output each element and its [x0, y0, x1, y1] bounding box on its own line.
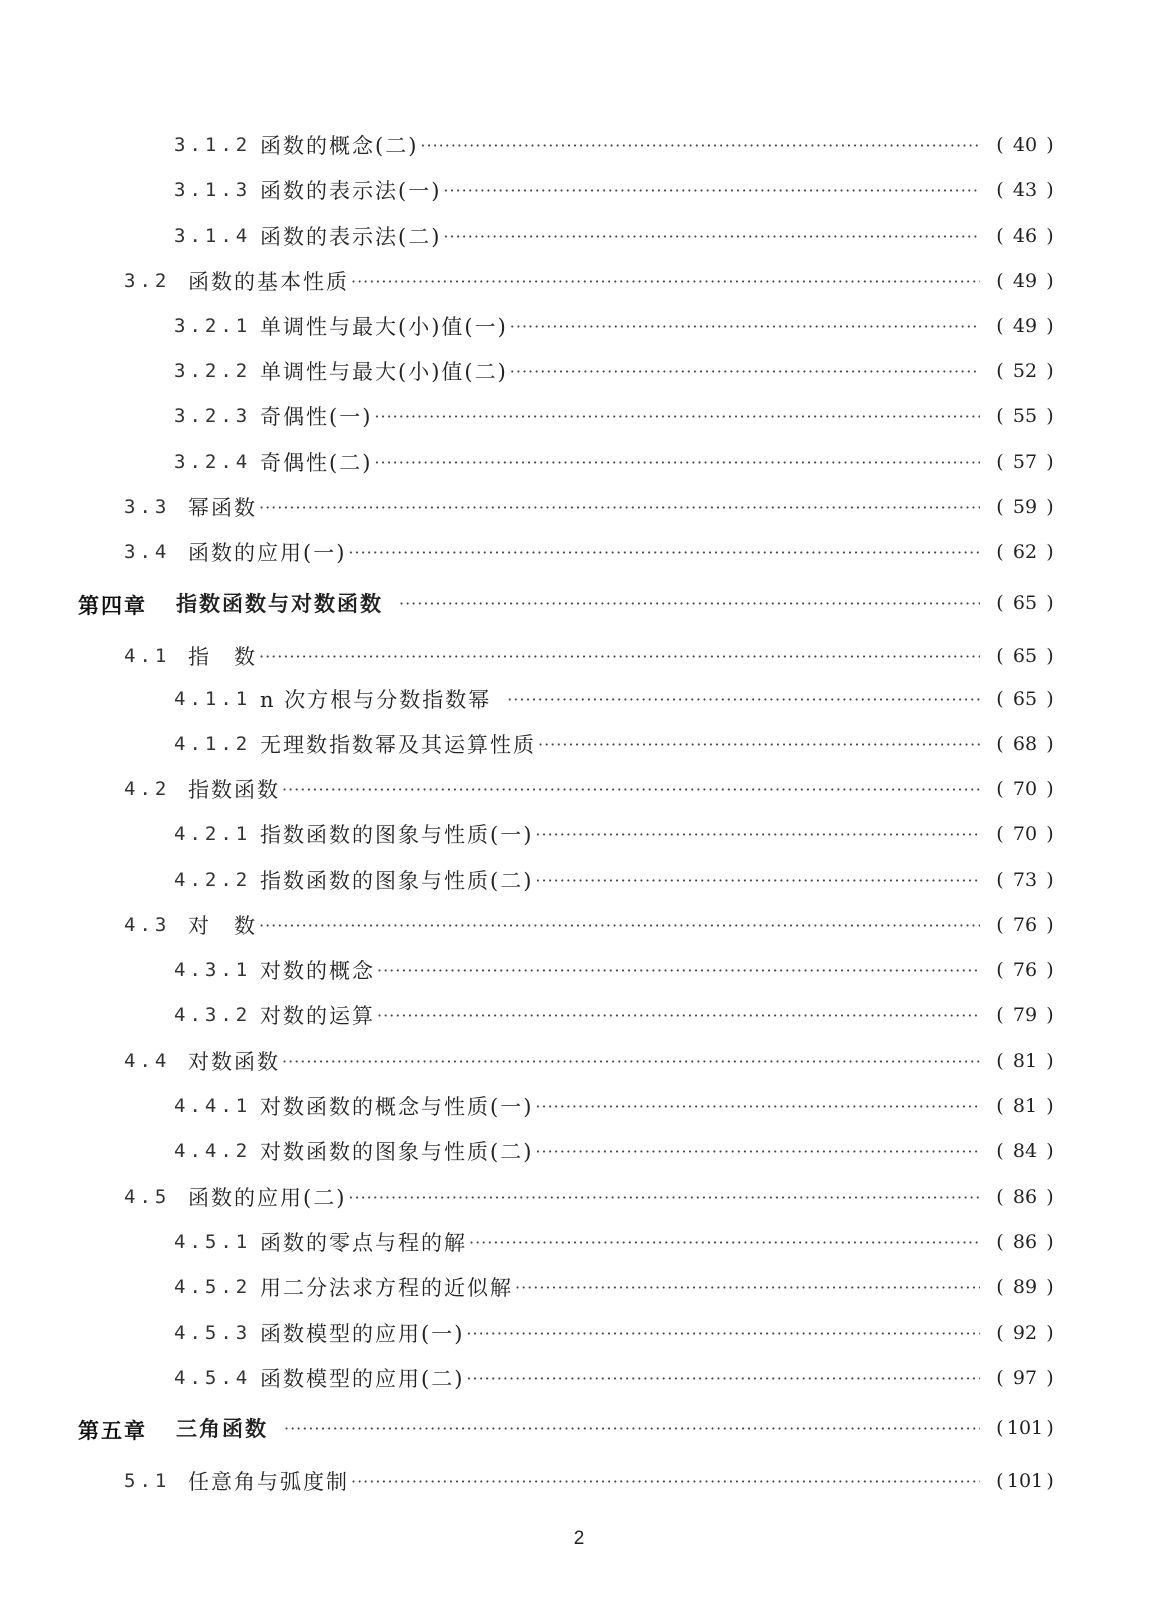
entry-title: 对数函数的图象与性质(二) — [260, 1140, 534, 1164]
entry-page: ( 65 ) — [996, 645, 1054, 667]
entry-number: 4.1 — [124, 645, 171, 667]
toc-entry[interactable] — [0, 1363, 1158, 1393]
entry-leader-line — [260, 819, 980, 849]
dot-leader — [515, 1278, 980, 1297]
dot-leader — [259, 916, 980, 935]
entry-page-number: 79 — [1012, 1004, 1038, 1026]
entry-title: 奇偶性(二) — [260, 451, 373, 475]
dot-leader — [538, 735, 980, 754]
entry-page: ( 65 ) — [996, 688, 1054, 710]
entry-title: 指数函数的图象与性质(一) — [260, 823, 534, 847]
entry-page: ( 101 ) — [996, 1417, 1054, 1439]
dot-leader — [374, 407, 980, 426]
entry-title: 幂函数 — [188, 496, 257, 520]
entry-page: ( 86 ) — [996, 1186, 1054, 1208]
entry-title: 函数的表示法(一) — [260, 179, 442, 203]
entry-number: 3.2.3 — [174, 405, 252, 427]
dot-leader — [466, 1369, 980, 1388]
entry-page-number: 101 — [1006, 1470, 1044, 1492]
entry-page: ( 73 ) — [996, 869, 1054, 891]
entry-page-number: 92 — [1012, 1322, 1038, 1344]
entry-title: 对 数 — [188, 914, 257, 938]
entry-leader-line — [188, 1046, 980, 1076]
entry-number: 4.5.4 — [174, 1367, 252, 1389]
toc-entry[interactable] — [0, 1000, 1158, 1030]
toc-entry[interactable] — [0, 910, 1158, 940]
toc-entry[interactable] — [0, 729, 1158, 759]
dot-leader — [443, 227, 980, 246]
entry-page-number: 68 — [1012, 733, 1038, 755]
chapter-title: 三角函数 — [176, 1417, 268, 1441]
dot-leader — [259, 498, 980, 517]
entry-page-number: 97 — [1012, 1367, 1038, 1389]
entry-page-number: 101 — [1006, 1417, 1044, 1439]
entry-page: ( 46 ) — [996, 225, 1054, 247]
entry-page: ( 81 ) — [996, 1095, 1054, 1117]
entry-page: ( 43 ) — [996, 179, 1054, 201]
entry-number: 3.1.3 — [174, 179, 252, 201]
entry-title: 函数模型的应用(二) — [260, 1367, 465, 1391]
entry-leader-line — [260, 1227, 980, 1257]
entry-page: ( 76 ) — [996, 914, 1054, 936]
entry-page: ( 76 ) — [996, 959, 1054, 981]
toc-entry[interactable] — [0, 1182, 1158, 1212]
entry-number: 3.1.2 — [174, 134, 252, 156]
toc-entry[interactable] — [0, 865, 1158, 895]
entry-number: 3.2.4 — [174, 451, 252, 473]
entry-leader-line — [260, 1363, 980, 1393]
entry-number: 4.4.1 — [174, 1095, 252, 1117]
entry-page-number: 86 — [1012, 1231, 1038, 1253]
entry-number: 4.3.1 — [174, 959, 252, 981]
toc-entry[interactable] — [0, 955, 1158, 985]
entry-page-number: 89 — [1012, 1276, 1038, 1298]
dot-leader — [284, 1419, 980, 1438]
entry-leader-line — [260, 1272, 980, 1302]
dot-leader — [282, 1052, 980, 1071]
entry-title: 指数函数的图象与性质(二) — [260, 869, 534, 893]
toc-entry[interactable] — [0, 819, 1158, 849]
entry-title: 任意角与弧度制 — [188, 1470, 349, 1494]
entry-page: ( 101 ) — [996, 1470, 1054, 1492]
toc-entry[interactable] — [0, 1091, 1158, 1121]
entry-number: 4.2.2 — [174, 869, 252, 891]
entry-number: 4.5.3 — [174, 1322, 252, 1344]
entry-title: 指数函数 — [188, 778, 280, 802]
dot-leader — [535, 825, 980, 844]
entry-leader-line — [188, 774, 980, 804]
entry-number: 3.4 — [124, 541, 171, 563]
entry-leader-line — [188, 910, 980, 940]
entry-leader-line — [176, 1413, 980, 1443]
entry-page: ( 68 ) — [996, 733, 1054, 755]
entry-page: ( 81 ) — [996, 1050, 1054, 1072]
toc-entry[interactable] — [0, 1227, 1158, 1257]
entry-page-number: 65 — [1012, 688, 1038, 710]
dot-leader — [351, 272, 980, 291]
dot-leader — [469, 1233, 980, 1252]
entry-leader-line — [176, 588, 980, 618]
toc-entry[interactable] — [0, 175, 1158, 205]
entry-leader-line — [260, 130, 980, 160]
entry-number: 3.2.1 — [174, 315, 252, 337]
entry-page-number: 40 — [1012, 134, 1038, 156]
entry-leader-line — [260, 401, 980, 431]
entry-title: 函数的零点与程的解 — [260, 1231, 467, 1255]
entry-page-number: 73 — [1012, 869, 1038, 891]
entry-page: ( 40 ) — [996, 134, 1054, 156]
entry-title: 函数的表示法(二) — [260, 225, 442, 249]
entry-page: ( 49 ) — [996, 270, 1054, 292]
toc-chapter-entry[interactable] — [0, 588, 1158, 618]
chapter-number: 第五章 — [78, 1419, 147, 1443]
entry-page: ( 55 ) — [996, 405, 1054, 427]
entry-page-number: 70 — [1012, 778, 1038, 800]
dot-leader — [510, 362, 980, 381]
entry-leader-line — [260, 1000, 980, 1030]
dot-leader — [351, 1472, 980, 1491]
entry-title: 函数模型的应用(一) — [260, 1322, 465, 1346]
entry-number: 3.3 — [124, 496, 171, 518]
entry-page: ( 70 ) — [996, 823, 1054, 845]
toc-entry[interactable] — [0, 774, 1158, 804]
entry-number: 4.2.1 — [174, 823, 252, 845]
entry-number: 4.5.1 — [174, 1231, 252, 1253]
entry-title: 对数的概念 — [260, 959, 375, 983]
entry-page: ( 49 ) — [996, 315, 1054, 337]
dot-leader — [420, 136, 980, 155]
dot-leader — [535, 1097, 980, 1116]
entry-leader-line — [260, 955, 980, 985]
dot-leader — [374, 453, 980, 472]
entry-page: ( 92 ) — [996, 1322, 1054, 1344]
dot-leader — [466, 1324, 980, 1343]
entry-leader-line — [188, 1182, 980, 1212]
entry-title: 单调性与最大(小)值(一) — [260, 315, 508, 339]
dot-leader — [348, 543, 980, 562]
entry-title: 函数的基本性质 — [188, 270, 349, 294]
entry-page-number: 59 — [1012, 496, 1038, 518]
chapter-title: 指数函数与对数函数 — [176, 592, 383, 616]
entry-leader-line — [260, 356, 980, 386]
entry-number: 3.2.2 — [174, 360, 252, 382]
entry-title: 函数的概念(二) — [260, 134, 419, 158]
entry-page-number: 49 — [1012, 315, 1038, 337]
entry-number: 4.5.2 — [174, 1276, 252, 1298]
entry-page-number: 65 — [1012, 592, 1038, 614]
entry-page-number: 76 — [1012, 914, 1038, 936]
entry-number: 4.1.2 — [174, 733, 252, 755]
toc-entry[interactable] — [0, 684, 1158, 714]
dot-leader — [282, 780, 980, 799]
entry-page-number: 81 — [1012, 1050, 1038, 1072]
toc-entry[interactable] — [0, 641, 1158, 671]
entry-page-number: 62 — [1012, 541, 1038, 563]
entry-title: 单调性与最大(小)值(二) — [260, 360, 508, 384]
entry-leader-line — [260, 684, 980, 714]
toc-entry[interactable] — [0, 492, 1158, 522]
entry-title: 对数函数的概念与性质(一) — [260, 1095, 534, 1119]
dot-leader — [535, 1142, 980, 1161]
entry-leader-line — [260, 175, 980, 205]
entry-number: 4.4.2 — [174, 1140, 252, 1162]
entry-page: ( 70 ) — [996, 778, 1054, 800]
entry-number: 4.3.2 — [174, 1004, 252, 1026]
entry-page: ( 89 ) — [996, 1276, 1054, 1298]
dot-leader — [259, 647, 980, 666]
dot-leader — [377, 961, 980, 980]
toc-entry[interactable] — [0, 537, 1158, 567]
entry-page: ( 84 ) — [996, 1140, 1054, 1162]
entry-leader-line — [188, 537, 980, 567]
entry-leader-line — [188, 641, 980, 671]
entry-page: ( 52 ) — [996, 360, 1054, 382]
toc-entry[interactable] — [0, 311, 1158, 341]
entry-number: 5.1 — [124, 1470, 171, 1492]
entry-page: ( 86 ) — [996, 1231, 1054, 1253]
page-number: 2 — [573, 1528, 585, 1549]
entry-leader-line — [260, 1136, 980, 1166]
entry-page-number: 43 — [1012, 179, 1038, 201]
entry-number: 3.1.4 — [174, 225, 252, 247]
toc-entry[interactable] — [0, 356, 1158, 386]
entry-number: 4.3 — [124, 914, 171, 936]
entry-page-number: 65 — [1012, 645, 1038, 667]
dot-leader — [443, 181, 980, 200]
dot-leader — [535, 871, 980, 890]
entry-page: ( 65 ) — [996, 592, 1054, 614]
dot-leader — [348, 1188, 980, 1207]
entry-page-number: 70 — [1012, 823, 1038, 845]
entry-title: 指 数 — [188, 645, 257, 669]
dot-leader — [510, 317, 980, 336]
entry-leader-line — [188, 492, 980, 522]
entry-title: 无理数指数幂及其运算性质 — [260, 733, 536, 757]
entry-title: 用二分法求方程的近似解 — [260, 1276, 513, 1300]
entry-page-number: 46 — [1012, 225, 1038, 247]
entry-page-number: 57 — [1012, 451, 1038, 473]
entry-page-number: 84 — [1012, 1140, 1038, 1162]
toc-entry[interactable] — [0, 1136, 1158, 1166]
toc-entry[interactable] — [0, 1272, 1158, 1302]
toc-entry[interactable] — [0, 1466, 1158, 1496]
entry-title: 对数函数 — [188, 1050, 280, 1074]
entry-page: ( 57 ) — [996, 451, 1054, 473]
toc-entry[interactable] — [0, 447, 1158, 477]
entry-number: 4.4 — [124, 1050, 171, 1072]
entry-title: n 次方根与分数指数幂 — [260, 688, 492, 712]
toc-entry[interactable] — [0, 1046, 1158, 1076]
entry-leader-line — [188, 1466, 980, 1496]
entry-page-number: 52 — [1012, 360, 1038, 382]
entry-page: ( 79 ) — [996, 1004, 1054, 1026]
toc-chapter-entry[interactable] — [0, 1413, 1158, 1443]
dot-leader — [399, 594, 980, 613]
toc-entry[interactable] — [0, 401, 1158, 431]
entry-title: 奇偶性(一) — [260, 405, 373, 429]
entry-number: 3.2 — [124, 270, 171, 292]
toc-entry[interactable] — [0, 130, 1158, 160]
entry-number: 4.2 — [124, 778, 171, 800]
entry-title: 对数的运算 — [260, 1004, 375, 1028]
entry-leader-line — [260, 1091, 980, 1121]
dot-leader — [507, 690, 980, 709]
entry-page-number: 76 — [1012, 959, 1038, 981]
entry-leader-line — [260, 1318, 980, 1348]
entry-leader-line — [260, 865, 980, 895]
entry-number: 4.5 — [124, 1186, 171, 1208]
entry-leader-line — [188, 266, 980, 296]
entry-page-number: 86 — [1012, 1186, 1038, 1208]
entry-leader-line — [260, 311, 980, 341]
entry-page-number: 81 — [1012, 1095, 1038, 1117]
entry-title: 函数的应用(一) — [188, 541, 347, 565]
entry-title: 函数的应用(二) — [188, 1186, 347, 1210]
entry-page: ( 59 ) — [996, 496, 1054, 518]
dot-leader — [377, 1006, 980, 1025]
entry-number: 4.1.1 — [174, 688, 252, 710]
entry-leader-line — [260, 221, 980, 251]
entry-leader-line — [260, 447, 980, 477]
entry-page: ( 97 ) — [996, 1367, 1054, 1389]
entry-page-number: 55 — [1012, 405, 1038, 427]
toc-entry[interactable] — [0, 266, 1158, 296]
entry-page: ( 62 ) — [996, 541, 1054, 563]
entry-leader-line — [260, 729, 980, 759]
toc-entry[interactable] — [0, 1318, 1158, 1348]
chapter-number: 第四章 — [78, 594, 147, 618]
entry-page-number: 49 — [1012, 270, 1038, 292]
toc-entry[interactable] — [0, 221, 1158, 251]
